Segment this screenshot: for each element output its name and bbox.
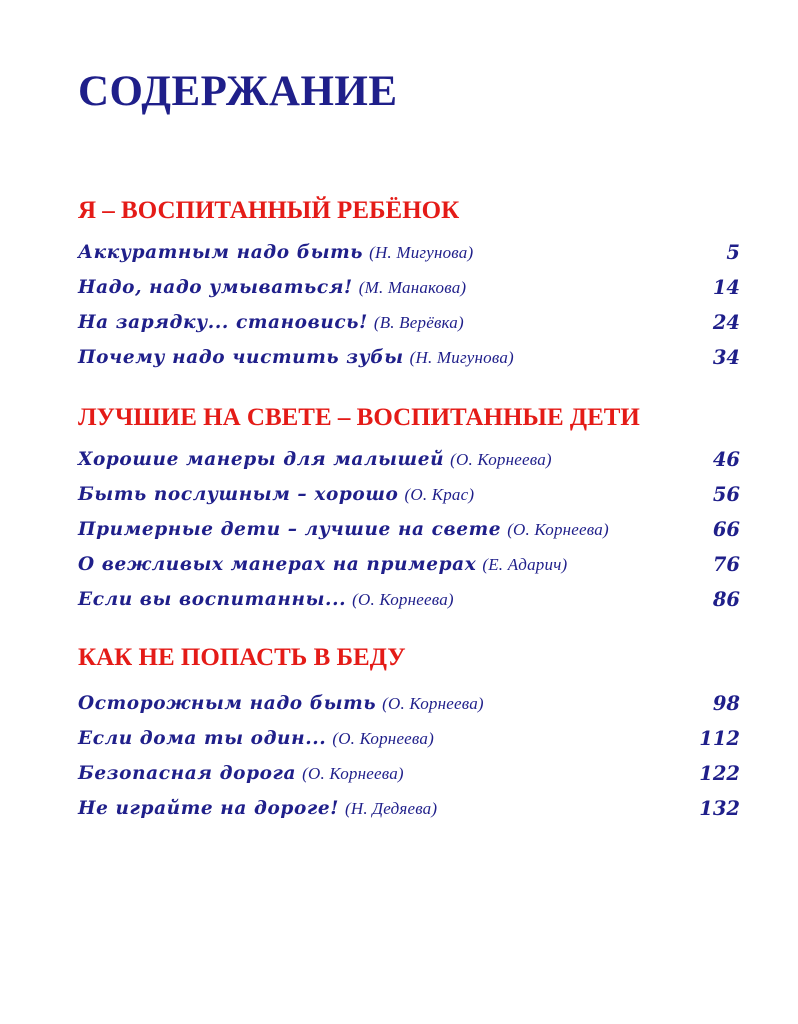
- toc-entry[interactable]: [78, 719, 740, 754]
- entry-title: Безопасная дорога: [78, 762, 297, 784]
- entry-title: Осторожным надо быть: [78, 692, 377, 714]
- toc-entry[interactable]: [78, 338, 740, 373]
- section-stay-safe: [78, 645, 740, 824]
- entry-author: (О. Крас): [404, 484, 475, 504]
- entry-page-number: 46: [712, 447, 740, 471]
- entry-list: [78, 233, 740, 373]
- entry-page-number: 86: [712, 587, 740, 611]
- entry-page-number: 66: [712, 517, 740, 541]
- entry-author: (Н. Дедяева): [345, 798, 438, 818]
- section-well-mannered-child: [78, 198, 740, 373]
- page-title: СОДЕРЖАНИЕ: [78, 68, 398, 115]
- entry-page-number: 34: [712, 345, 740, 369]
- entry-author: (Н. Мигунова): [409, 347, 514, 367]
- toc-entry[interactable]: [78, 510, 740, 545]
- entry-author: (Е. Адарич): [482, 554, 568, 574]
- section-best-children: [78, 405, 740, 615]
- toc-entry[interactable]: [78, 789, 740, 824]
- entry-author: (О. Корнеева): [382, 693, 484, 713]
- entry-page-number: 76: [712, 552, 740, 576]
- entry-author: (О. Корнеева): [352, 589, 454, 609]
- entry-page-number: 98: [712, 691, 740, 715]
- toc-entry[interactable]: [78, 303, 740, 338]
- entry-author: (Н. Мигунова): [369, 242, 474, 262]
- toc-entry[interactable]: [78, 545, 740, 580]
- section-heading: КАК НЕ ПОПАСТЬ В БЕДУ: [78, 644, 406, 671]
- entry-author: (О. Корнеева): [302, 763, 404, 783]
- toc-entry[interactable]: [78, 684, 740, 719]
- entry-title: На зарядку... становись!: [78, 311, 368, 333]
- toc-entry[interactable]: [78, 475, 740, 510]
- toc-entry[interactable]: [78, 440, 740, 475]
- entry-title: Быть послушным – хорошо: [78, 483, 399, 505]
- toc-entry[interactable]: [78, 754, 740, 789]
- entry-title: Не играйте на дороге!: [78, 797, 339, 819]
- entry-author: (О. Корнеева): [507, 519, 609, 539]
- entry-page-number: 24: [712, 310, 740, 334]
- entry-title: Если дома ты один...: [78, 727, 327, 749]
- entry-title: О вежливых манерах на примерах: [78, 553, 477, 575]
- entry-list: [78, 440, 740, 615]
- entry-title: Аккуратным надо быть: [78, 241, 364, 263]
- entry-page-number: 112: [699, 726, 740, 750]
- toc-entry[interactable]: [78, 580, 740, 615]
- entry-author: (В. Верёвка): [373, 312, 464, 332]
- toc-entry[interactable]: [78, 268, 740, 303]
- entry-title: Если вы воспитанны...: [78, 588, 347, 610]
- entry-page-number: 132: [699, 796, 740, 820]
- entry-author: (О. Корнеева): [450, 449, 552, 469]
- section-heading: Я – ВОСПИТАННЫЙ РЕБЁНОК: [78, 197, 460, 224]
- entry-page-number: 122: [699, 761, 740, 785]
- entry-page-number: 5: [726, 240, 740, 264]
- entry-page-number: 14: [712, 275, 740, 299]
- section-heading: ЛУЧШИЕ НА СВЕТЕ – ВОСПИТАННЫЕ ДЕТИ: [78, 404, 640, 431]
- entry-author: (М. Манакова): [358, 277, 467, 297]
- entry-author: (О. Корнеева): [332, 728, 434, 748]
- entry-page-number: 56: [712, 482, 740, 506]
- entry-list: [78, 684, 740, 824]
- entry-title: Хорошие манеры для малышей: [78, 448, 445, 470]
- toc-entry[interactable]: [78, 233, 740, 268]
- entry-title: Примерные дети – лучшие на свете: [78, 518, 502, 540]
- entry-title: Надо, надо умываться!: [78, 276, 353, 298]
- entry-title: Почему надо чистить зубы: [78, 346, 404, 368]
